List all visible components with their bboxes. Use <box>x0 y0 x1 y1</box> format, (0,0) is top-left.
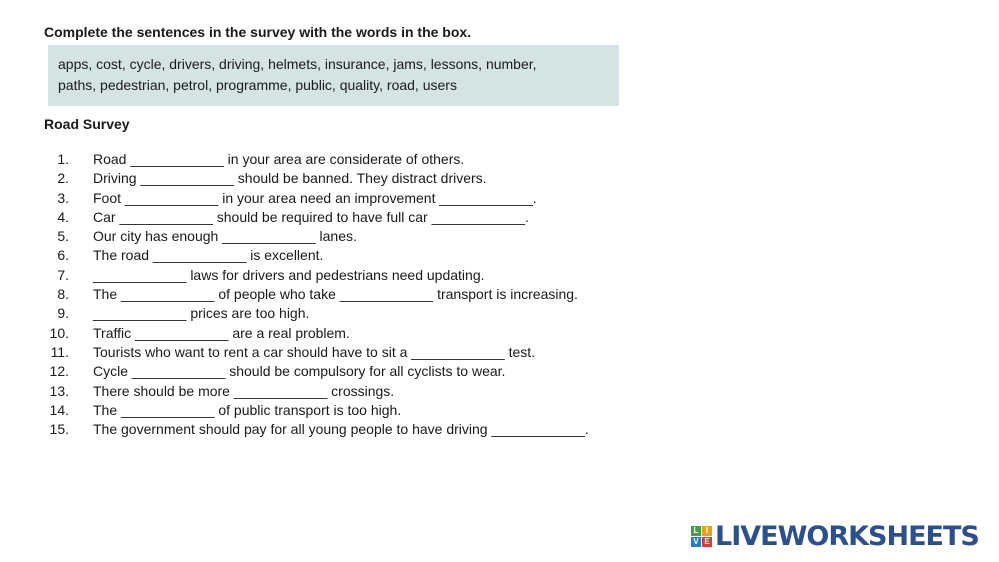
item-number: 6. <box>57 247 69 264</box>
item-text: Our city has enough ____________ lanes. <box>93 228 357 245</box>
survey-item <box>46 343 589 362</box>
item-text: ____________ laws for drivers and pedestrians need updating. <box>93 266 485 283</box>
item-text: The ____________ of people who take ____________ transport is increasing. <box>93 286 578 303</box>
item-number: 13. <box>49 382 69 399</box>
item-number: 4. <box>57 208 69 225</box>
item-text: Tourists who want to rent a car should have to sit a ____________ test. <box>93 343 536 360</box>
survey-item <box>46 189 589 208</box>
survey-item <box>46 246 589 265</box>
survey-item <box>46 208 589 227</box>
instruction-heading: Complete the sentences in the survey with the words in the box. <box>44 24 472 40</box>
word-box-line-2: paths, pedestrian, petrol, programme, public, quality, road, users <box>58 77 457 93</box>
item-text: Cycle ____________ should be compulsory for all cyclists to wear. <box>93 363 506 380</box>
item-number: 3. <box>57 189 69 206</box>
survey-title: Road Survey <box>44 116 130 132</box>
item-number: 5. <box>57 228 69 245</box>
item-text: Foot ____________ in your area need an improvement ____________. <box>93 189 537 206</box>
survey-item <box>46 169 589 188</box>
survey-item <box>46 285 589 304</box>
item-number: 1. <box>57 151 69 167</box>
liveworksheets-logo <box>691 523 979 550</box>
item-text: ____________ prices are too high. <box>93 305 310 322</box>
logo-tile: L <box>691 526 701 536</box>
logo-tile: V <box>691 537 701 547</box>
item-text: The ____________ of public transport is too high. <box>93 401 402 418</box>
word-box <box>48 45 619 106</box>
item-number: 11. <box>50 343 69 360</box>
item-number: 10. <box>49 324 69 341</box>
item-text: Car ____________ should be required to have full car ____________. <box>93 208 529 225</box>
survey-item <box>46 227 589 246</box>
item-number: 7. <box>57 266 69 283</box>
item-number: 14. <box>49 401 69 418</box>
survey-item-list <box>46 150 589 439</box>
item-text: The government should pay for all young people to have driving ____________. <box>93 421 589 438</box>
item-text: Traffic ____________ are a real problem. <box>93 324 350 341</box>
survey-item <box>46 304 589 323</box>
logo-tile: E <box>702 537 712 547</box>
item-text: There should be more ____________ crossings. <box>93 382 395 399</box>
logo-tile: I <box>702 526 712 536</box>
logo-tiles-icon <box>691 526 712 547</box>
survey-item <box>46 324 589 343</box>
word-box-line-1: apps, cost, cycle, drivers, driving, helmets, insurance, jams, lessons, number, <box>58 56 537 72</box>
survey-item <box>46 266 589 285</box>
item-number: 2. <box>57 170 69 187</box>
item-number: 9. <box>57 305 69 322</box>
logo-text: LIVEWORKSHEETS <box>715 521 979 552</box>
survey-item <box>46 362 589 381</box>
item-number: 15. <box>49 421 69 438</box>
item-text: The road ____________ is excellent. <box>93 247 324 264</box>
item-text: Driving ____________ should be banned. They distract drivers. <box>93 170 487 187</box>
survey-item <box>46 382 589 401</box>
survey-item <box>46 420 589 439</box>
survey-item <box>46 401 589 420</box>
item-number: 8. <box>57 286 69 303</box>
item-number: 12. <box>49 363 69 380</box>
item-text: Road ____________ in your area are considerate of others. <box>93 151 465 167</box>
survey-item <box>46 150 589 169</box>
